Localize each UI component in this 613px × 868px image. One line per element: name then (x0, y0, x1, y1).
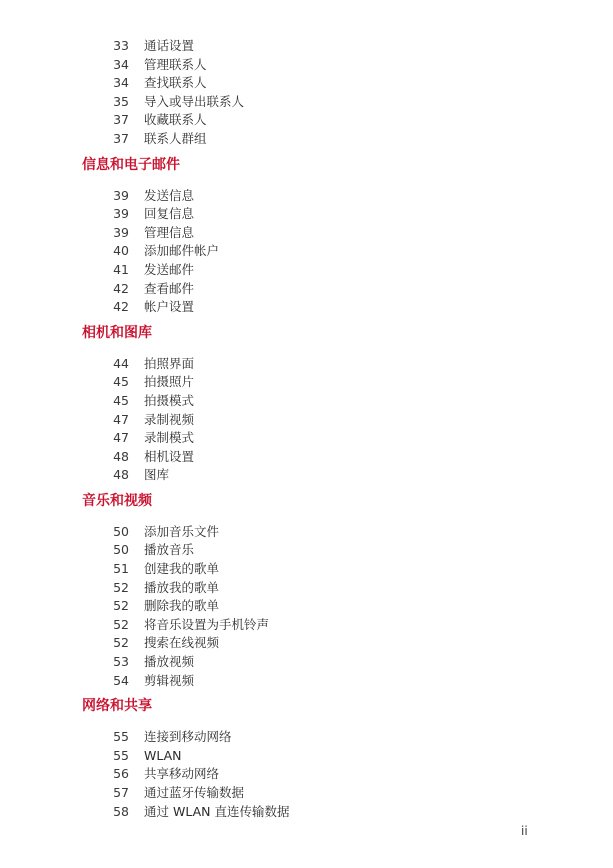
section-heading[interactable]: 音乐和视频 (82, 492, 152, 509)
toc-entry-title[interactable]: 连接到移动网络 (144, 729, 232, 745)
toc-entry-page-number: 52 (113, 616, 129, 632)
toc-entry-title[interactable]: 收藏联系人 (144, 112, 207, 128)
toc-entry[interactable] (0, 261, 613, 280)
toc-entry[interactable] (0, 392, 613, 411)
section-heading-wrapper (0, 690, 613, 728)
toc-entry[interactable] (0, 541, 613, 560)
toc-entry-page-number: 39 (113, 224, 129, 240)
toc-entry-title[interactable]: 通话设置 (144, 38, 195, 53)
toc-entry[interactable] (0, 579, 613, 598)
toc-entry-page-number: 34 (113, 56, 129, 72)
toc-entry-page-number: 34 (113, 75, 129, 91)
toc-entry-page-number: 52 (113, 579, 129, 595)
toc-entry-title[interactable]: 通过 WLAN 直连传输数据 (144, 803, 290, 819)
toc-entry[interactable] (0, 93, 613, 112)
toc-entry[interactable] (0, 728, 613, 747)
toc-entry-title[interactable]: 通过蓝牙传输数据 (144, 785, 245, 800)
toc-entry-page-number: 57 (113, 785, 129, 800)
toc-entry-page-number: 39 (113, 206, 129, 222)
toc-entry-page-number: 42 (113, 280, 129, 296)
toc-entry-page-number: 51 (113, 561, 129, 577)
toc-entry-title[interactable]: 图库 (144, 467, 170, 483)
toc-entry[interactable] (0, 74, 613, 93)
toc-entry-page-number: 33 (113, 38, 129, 53)
toc-entry[interactable] (0, 634, 613, 653)
toc-entry-title[interactable]: 将音乐设置为手机铃声 (144, 616, 270, 632)
toc-entry-page-number: 37 (113, 130, 129, 146)
toc-entry[interactable] (0, 130, 613, 149)
toc-entry-title[interactable]: 创建我的歌单 (144, 561, 220, 577)
toc-entry-page-number: 40 (113, 243, 129, 259)
toc-entry-page-number: 53 (113, 654, 129, 670)
toc-entry[interactable] (0, 784, 613, 803)
toc-entry[interactable] (0, 187, 613, 206)
toc-entry[interactable] (0, 466, 613, 485)
section-heading-wrapper (0, 317, 613, 355)
toc-entry-title[interactable]: 导入或导出联系人 (144, 93, 245, 109)
toc-entry-title[interactable]: 删除我的歌单 (144, 598, 220, 614)
toc-entry[interactable] (0, 224, 613, 243)
toc-entry-title[interactable]: 管理联系人 (144, 56, 207, 72)
toc-entry-title[interactable]: 回复信息 (144, 206, 195, 222)
toc-entry-title[interactable]: 剪辑视频 (144, 672, 195, 688)
toc-entry[interactable] (0, 523, 613, 542)
section-heading-wrapper (0, 485, 613, 523)
page-number: ii (521, 824, 528, 838)
toc-entry-title[interactable]: 播放我的歌单 (144, 579, 220, 595)
toc-entry-title[interactable]: 管理信息 (144, 224, 195, 240)
toc-entry-page-number: 39 (113, 187, 129, 203)
toc-entry-title[interactable]: 添加音乐文件 (144, 523, 220, 539)
toc-entry-page-number: 48 (113, 467, 129, 483)
toc-entry-title[interactable]: 录制模式 (144, 430, 195, 446)
toc-entry-page-number: 44 (113, 355, 129, 371)
toc-entry[interactable] (0, 37, 613, 56)
toc-entry-page-number: 58 (113, 803, 129, 819)
toc-entry-page-number: 47 (113, 411, 129, 427)
toc-entry[interactable] (0, 242, 613, 261)
toc-entry[interactable] (0, 355, 613, 374)
toc-entry-page-number: 55 (113, 747, 129, 763)
toc-entry-title[interactable]: 播放视频 (144, 654, 195, 670)
toc-entry-page-number: 48 (113, 448, 129, 464)
section-heading[interactable]: 相机和图库 (82, 324, 152, 341)
toc-entry-page-number: 45 (113, 392, 129, 408)
toc-entry-title[interactable]: 发送信息 (144, 187, 195, 203)
toc-entry-title[interactable]: 录制视频 (144, 411, 195, 427)
toc-entry-title[interactable]: 添加邮件帐户 (144, 243, 220, 259)
toc-entry[interactable] (0, 597, 613, 616)
toc-entry-page-number: 45 (113, 374, 129, 390)
toc-entry-page-number: 35 (113, 93, 129, 109)
toc-entry[interactable] (0, 111, 613, 130)
toc-entry-title[interactable]: 拍摄模式 (144, 392, 195, 408)
toc-entry-page-number: 56 (113, 766, 129, 782)
toc-entry-title[interactable]: 拍摄照片 (144, 374, 195, 390)
toc-entry-title[interactable]: 相机设置 (144, 448, 195, 464)
toc-entry-page-number: 50 (113, 542, 129, 558)
toc-entry[interactable] (0, 280, 613, 299)
toc-entry[interactable] (0, 747, 613, 766)
toc-entry[interactable] (0, 205, 613, 224)
toc-entry[interactable] (0, 298, 613, 317)
toc-entry-page-number: 52 (113, 598, 129, 614)
toc-entry-title[interactable]: 查看邮件 (144, 280, 195, 296)
toc-entry-title[interactable]: 共享移动网络 (144, 766, 220, 782)
toc-entry-title[interactable]: 发送邮件 (144, 261, 195, 277)
toc-entry-title[interactable]: 联系人群组 (144, 130, 207, 146)
toc-entry-title[interactable]: 搜索在线视频 (144, 635, 220, 651)
toc-entry-title[interactable]: 拍照界面 (144, 355, 195, 371)
toc-entry-title[interactable]: 播放音乐 (144, 542, 195, 558)
toc-entry-page-number: 50 (113, 523, 129, 539)
toc-entry-page-number: 54 (113, 672, 129, 688)
section-heading[interactable]: 信息和电子邮件 (82, 156, 180, 173)
toc-entry-page-number: 42 (113, 299, 129, 315)
toc-entry[interactable] (0, 373, 613, 392)
toc-entry[interactable] (0, 765, 613, 784)
section-heading-wrapper (0, 149, 613, 187)
toc-entry[interactable] (0, 560, 613, 579)
toc-entry-page-number: 37 (113, 112, 129, 128)
toc-entry[interactable] (0, 672, 613, 691)
toc-entry-title[interactable]: WLAN (144, 747, 182, 763)
section-heading[interactable]: 网络和共享 (82, 698, 152, 715)
toc-entry[interactable] (0, 411, 613, 430)
toc-entry-page-number: 41 (113, 261, 129, 277)
toc-entry-page-number: 52 (113, 635, 129, 651)
toc-entry-title[interactable]: 查找联系人 (144, 75, 207, 91)
toc-entry[interactable] (0, 429, 613, 448)
toc-entry-title[interactable]: 帐户设置 (144, 299, 195, 315)
toc-entry-page-number: 47 (113, 430, 129, 446)
toc-entry[interactable] (0, 803, 613, 822)
table-of-contents (0, 37, 613, 821)
toc-entry[interactable] (0, 56, 613, 75)
toc-entry[interactable] (0, 616, 613, 635)
toc-entry-page-number: 55 (113, 729, 129, 745)
toc-entry[interactable] (0, 448, 613, 467)
toc-entry[interactable] (0, 653, 613, 672)
